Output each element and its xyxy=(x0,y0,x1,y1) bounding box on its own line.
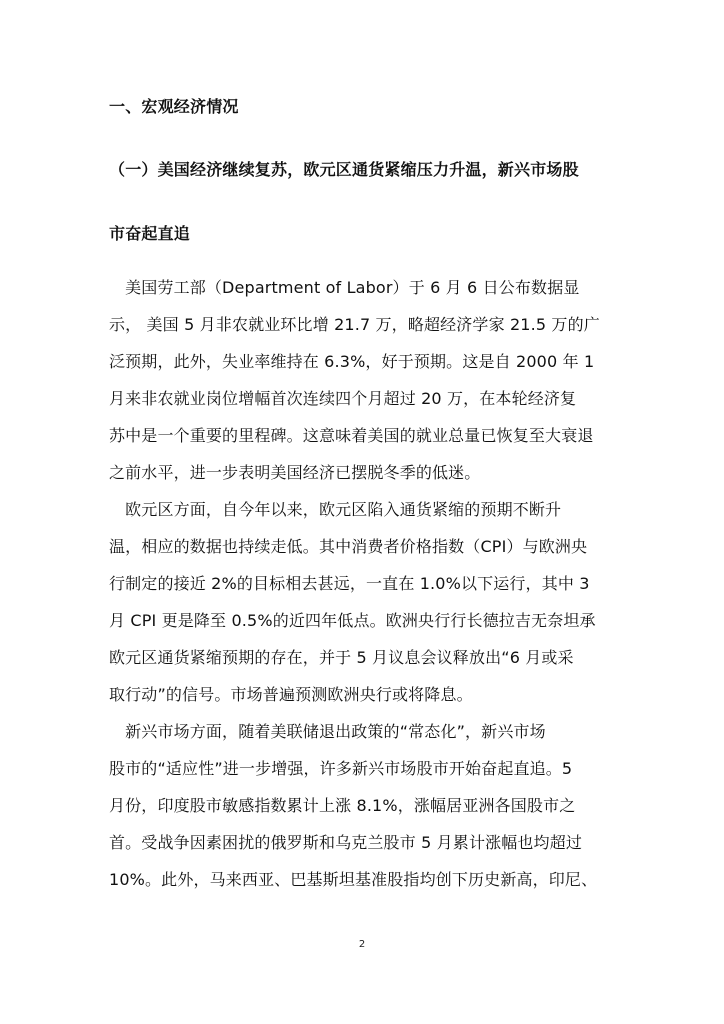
text-line: 股市的“适应性”进一步增强，许多新兴市场股市开始奋起直追。5 xyxy=(109,759,573,778)
text-line: 月来非农就业岗位增幅首次连续四个月超过 20 万，在本轮经济复 xyxy=(109,389,577,408)
text-line: 美国劳工部（Department of Labor）于 6 月 6 日公布数据显 xyxy=(109,278,580,297)
section-heading: 一、宏观经济情况 xyxy=(109,97,239,116)
text-line: 10%。此外，马来西亚、巴基斯坦基准股指均创下历史新高，印尼、 xyxy=(109,870,598,889)
text-line: 月 CPI 更是降至 0.5%的近四年低点。欧洲央行行长德拉吉无奈坦承 xyxy=(109,611,596,630)
text-line: 之前水平，进一步表明美国经济已摆脱冬季的低迷。 xyxy=(109,463,481,482)
text-line: 苏中是一个重要的里程碑。这意味着美国的就业总量已恢复至大衰退 xyxy=(109,426,594,445)
text-line: 欧元区方面，自今年以来，欧元区陷入通货紧缩的预期不断升 xyxy=(109,500,562,519)
text-line: 月份，印度股市敏感指数累计上涨 8.1%，涨幅居亚洲各国股市之 xyxy=(109,796,576,815)
text-line: 新兴市场方面，随着美联储退出政策的“常态化”，新兴市场 xyxy=(109,722,546,741)
text-line: 欧元区通货紧缩预期的存在，并于 5 月议息会议释放出“6 月或采 xyxy=(109,648,574,667)
subsection-heading-line-1: （一）美国经济继续复苏，欧元区通货紧缩压力升温，新兴市场股 xyxy=(109,160,579,179)
text-line: 泛预期，此外，失业率维持在 6.3%，好于预期。这是自 2000 年 1 xyxy=(109,352,595,371)
text-line: 取行动”的信号。市场普遍预测欧洲央行或将降息。 xyxy=(109,685,473,704)
text-line: 示， 美国 5 月非农就业环比增 21.7 万，略超经济学家 21.5 万的广 xyxy=(109,315,600,334)
text-line: 首。受战争因素困扰的俄罗斯和乌克兰股市 5 月累计涨幅也均超过 xyxy=(109,833,583,852)
text-line: 行制定的接近 2%的目标相去甚远，一直在 1.0%以下运行，其中 3 xyxy=(109,574,590,593)
text-line: 温，相应的数据也持续走低。其中消费者价格指数（CPI）与欧洲央 xyxy=(109,537,588,556)
subsection-heading-line-2: 市奋起直追 xyxy=(109,224,191,243)
page-number: 2 xyxy=(358,939,366,950)
